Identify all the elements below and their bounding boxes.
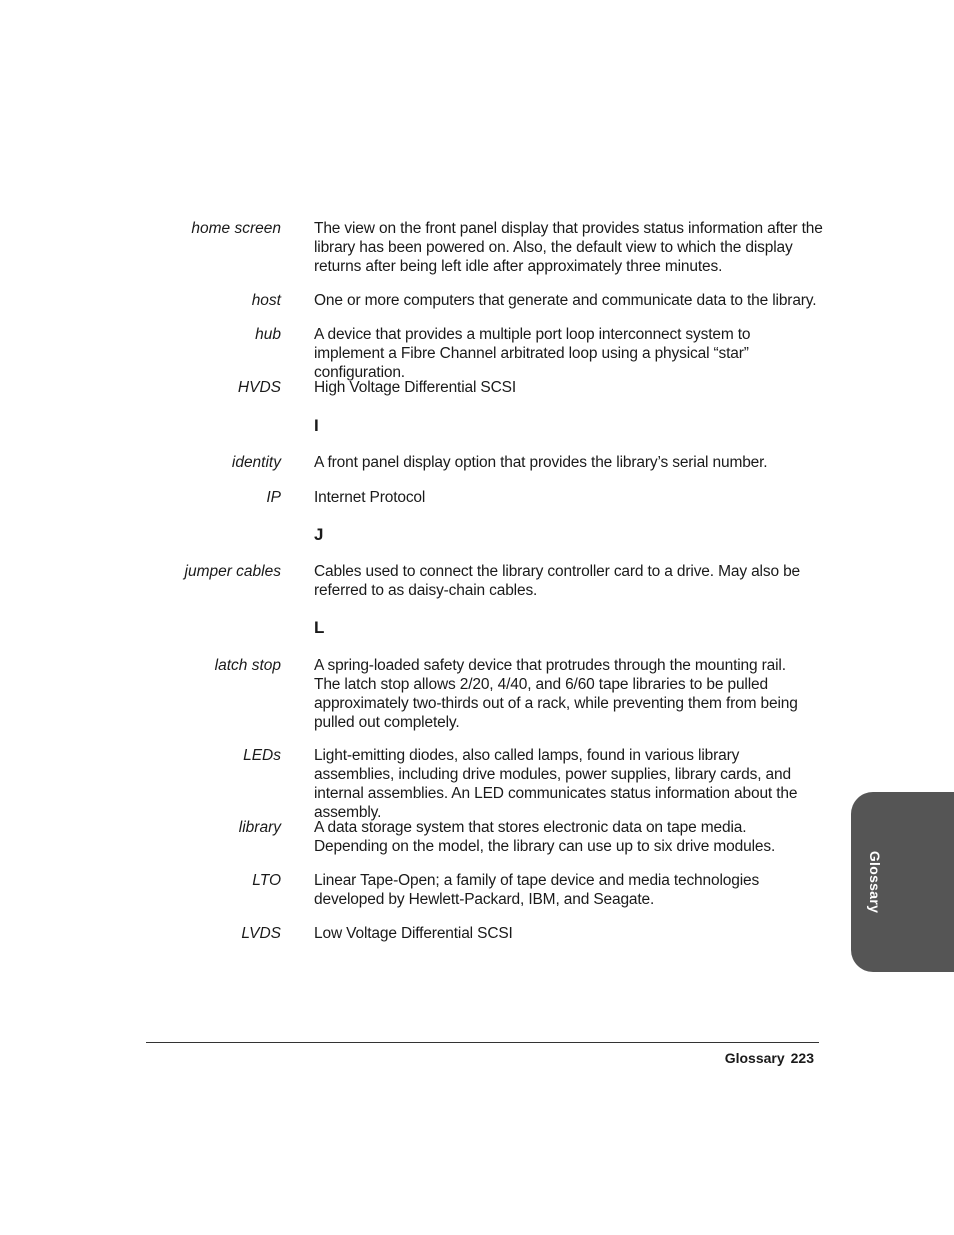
- footer-divider: [146, 1042, 819, 1043]
- glossary-definition: Low Voltage Differential SCSI: [314, 925, 513, 942]
- glossary-term: IP: [266, 489, 281, 506]
- glossary-term: LEDs: [243, 747, 281, 764]
- glossary-term: latch stop: [214, 657, 281, 674]
- glossary-term: HVDS: [237, 379, 281, 396]
- glossary-definition: One or more computers that generate and communicate data to the library.: [314, 292, 817, 309]
- page-footer: [725, 1049, 814, 1067]
- footer-section-name: Glossary: [724, 1050, 785, 1066]
- glossary-term: hub: [255, 326, 281, 343]
- glossary-definition: A data storage system that stores electronic data on tape media. Depending on the model, the library can use up to six drive modules.: [314, 819, 776, 855]
- glossary-definition: The view on the front panel display that provides status information after the library has been powered on. Also, the default view to which the display returns after being left idle after approximately three minutes.: [314, 220, 823, 275]
- glossary-term: host: [251, 292, 281, 309]
- glossary-definition: A front panel display option that provides the library’s serial number.: [314, 454, 768, 471]
- section-letter: J: [314, 525, 324, 544]
- section-thumb-tab-label: Glossary: [867, 850, 883, 914]
- glossary-definition: Light-emitting diodes, also called lamps, found in various library assemblies, including drive modules, power supplies, library cards, and internal assemblies. An LED communicates status information about the assembly.: [314, 747, 798, 821]
- glossary-definition: Cables used to connect the library controller card to a drive. May also be referred to as daisy-chain cables.: [314, 563, 801, 599]
- glossary-term: home screen: [191, 220, 281, 237]
- section-letter: L: [314, 618, 325, 637]
- footer-page-number: 223: [790, 1050, 814, 1066]
- glossary-term: LTO: [252, 872, 281, 889]
- glossary-term: identity: [231, 454, 281, 471]
- glossary-definition: Linear Tape-Open; a family of tape device and media technologies developed by Hewlett-Packard, IBM, and Seagate.: [314, 872, 760, 908]
- glossary-definition: High Voltage Differential SCSI: [314, 379, 516, 396]
- section-letter: I: [314, 416, 319, 435]
- glossary-term: library: [238, 819, 281, 836]
- glossary-term: LVDS: [241, 925, 281, 942]
- glossary-definition: Internet Protocol: [314, 489, 426, 506]
- glossary-definition: A device that provides a multiple port loop interconnect system to implement a Fibre Channel arbitrated loop using a physical “star” configuration.: [314, 326, 751, 381]
- glossary-term: jumper cables: [184, 563, 281, 580]
- glossary-definition: A spring-loaded safety device that protrudes through the mounting rail. The latch stop allows 2/20, 4/40, and 6/60 tape libraries to be pulled approximately two-thirds out of a rack, while preventing them from being pulled out completely.: [314, 657, 798, 731]
